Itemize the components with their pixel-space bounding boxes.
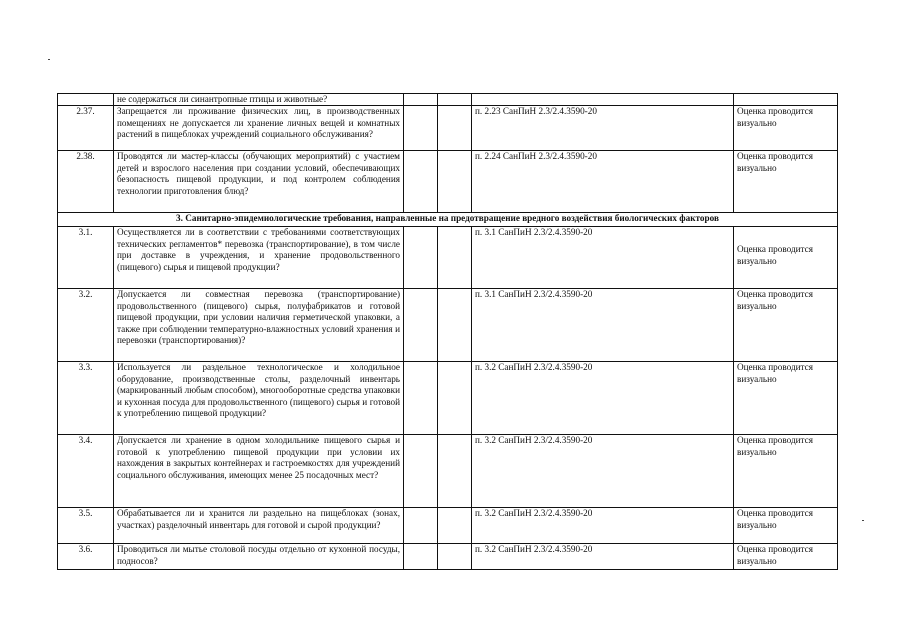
question-text: Проводятся ли мастер-классы (обучающих мероприятий) с участием детей и взрослого населения при создании условий, обеспечивающих безопасность пищевой продукции, и под контролем соблюдения технологии приготовления блюд? <box>114 151 404 213</box>
answer-no-cell <box>438 151 472 213</box>
checklist-row <box>58 227 838 289</box>
question-text: не содержаться ли синантропные птицы и животные? <box>114 94 404 106</box>
inspection-method: Оценка проводится визуально <box>734 362 838 435</box>
requirement-reference: п. 2.23 СанПиН 2.3/2.4.3590-20 <box>472 106 734 151</box>
checklist-row <box>58 106 838 151</box>
item-number: 3.2. <box>58 289 114 362</box>
answer-no-cell <box>438 544 472 570</box>
answer-yes-cell <box>404 289 438 362</box>
question-text: Осуществляется ли в соответствии с требованиями соответствующих технических регламентов* перевозка (транспортирование), в том числе при доставке в учреждения, и хранение продовольственного (пищевого) сырья и пищевой продукции? <box>114 227 404 289</box>
answer-no-cell <box>438 362 472 435</box>
inspection-method: Оценка проводится визуально <box>734 544 838 570</box>
requirement-reference: п. 3.2 СанПиН 2.3/2.4.3590-20 <box>472 362 734 435</box>
requirement-reference <box>472 94 734 106</box>
scan-speck <box>862 520 864 521</box>
requirement-reference: п. 3.2 СанПиН 2.3/2.4.3590-20 <box>472 508 734 544</box>
question-text: Проводиться ли мытье столовой посуды отдельно от кухонной посуды, подносов? <box>114 544 404 570</box>
requirement-reference: п. 3.1 СанПиН 2.3/2.4.3590-20 <box>472 227 734 289</box>
item-number: 3.6. <box>58 544 114 570</box>
inspection-method: Оценка проводится визуально <box>734 151 838 213</box>
item-number: 3.3. <box>58 362 114 435</box>
inspection-method: Оценка проводится визуально <box>734 289 838 362</box>
answer-no-cell <box>438 289 472 362</box>
item-number: 2.37. <box>58 106 114 151</box>
answer-yes-cell <box>404 362 438 435</box>
inspection-method-text: Оценка проводится визуально <box>737 244 813 266</box>
inspection-method: Оценка проводится визуально <box>734 508 838 544</box>
answer-no-cell <box>438 106 472 151</box>
item-number: 3.4. <box>58 435 114 508</box>
answer-yes-cell <box>404 94 438 106</box>
checklist-row <box>58 362 838 435</box>
answer-no-cell <box>438 227 472 289</box>
answer-yes-cell <box>404 151 438 213</box>
question-text: Запрещается ли проживание физических лиц, в производственных помещениях не допускается ли хранение личных вещей и комнатных растений в пищеблоках учреждений социального обслуживания? <box>114 106 404 151</box>
checklist-row <box>58 151 838 213</box>
scan-speck <box>48 59 50 60</box>
inspection-method: Оценка проводится визуально <box>734 435 838 508</box>
item-number: 3.5. <box>58 508 114 544</box>
item-number: 3.1. <box>58 227 114 289</box>
inspection-method: Оценка проводится визуально <box>734 106 838 151</box>
requirement-reference: п. 3.2 СанПиН 2.3/2.4.3590-20 <box>472 544 734 570</box>
item-number: 2.38. <box>58 151 114 213</box>
answer-no-cell <box>438 94 472 106</box>
answer-yes-cell <box>404 106 438 151</box>
section-header-row <box>58 213 838 227</box>
continuation-row <box>58 94 838 106</box>
requirement-reference: п. 2.24 СанПиН 2.3/2.4.3590-20 <box>472 151 734 213</box>
checklist-row <box>58 544 838 570</box>
question-text: Используется ли раздельное технологическое и холодильное оборудование, производственные столы, разделочный инвентарь (маркированный любым способом), многооборотные средства упаковки и кухонная посуда для продовольственного (пищевого) сырья и готовой к употреблению пищевой продукции? <box>114 362 404 435</box>
checklist-row <box>58 435 838 508</box>
answer-no-cell <box>438 435 472 508</box>
inspection-checklist-table <box>57 93 838 570</box>
requirement-reference: п. 3.2 СанПиН 2.3/2.4.3590-20 <box>472 435 734 508</box>
inspection-method <box>734 227 838 289</box>
question-text: Допускается ли совместная перевозка (транспортирование) продовольственного (пищевого) сырья, полуфабрикатов и готовой пищевой продукции, при условии наличия герметической упаковки, а также при соблюдении температурно-влажностных условий хранения и перевозки (транспортирования)? <box>114 289 404 362</box>
answer-yes-cell <box>404 227 438 289</box>
inspection-method <box>734 94 838 106</box>
answer-yes-cell <box>404 508 438 544</box>
answer-yes-cell <box>404 435 438 508</box>
checklist-row <box>58 508 838 544</box>
item-number <box>58 94 114 106</box>
question-text: Допускается ли хранение в одном холодильнике пищевого сырья и готовой к употреблению пищевой продукции при условии их нахождения в закрытых контейнерах и гастроемкостях для учреждений социального обслуживания, имеющих менее 25 посадочных мест? <box>114 435 404 508</box>
section-title: 3. Санитарно-эпидемиологические требования, направленные на предотвращение вредного воздействия биологических факторов <box>58 213 838 227</box>
checklist-row <box>58 289 838 362</box>
requirement-reference: п. 3.1 СанПиН 2.3/2.4.3590-20 <box>472 289 734 362</box>
checklist-body <box>58 94 838 570</box>
answer-no-cell <box>438 508 472 544</box>
question-text: Обрабатывается ли и хранится ли раздельно на пищеблоках (зонах, участках) разделочный инвентарь для готовой и сырой продукции? <box>114 508 404 544</box>
answer-yes-cell <box>404 544 438 570</box>
